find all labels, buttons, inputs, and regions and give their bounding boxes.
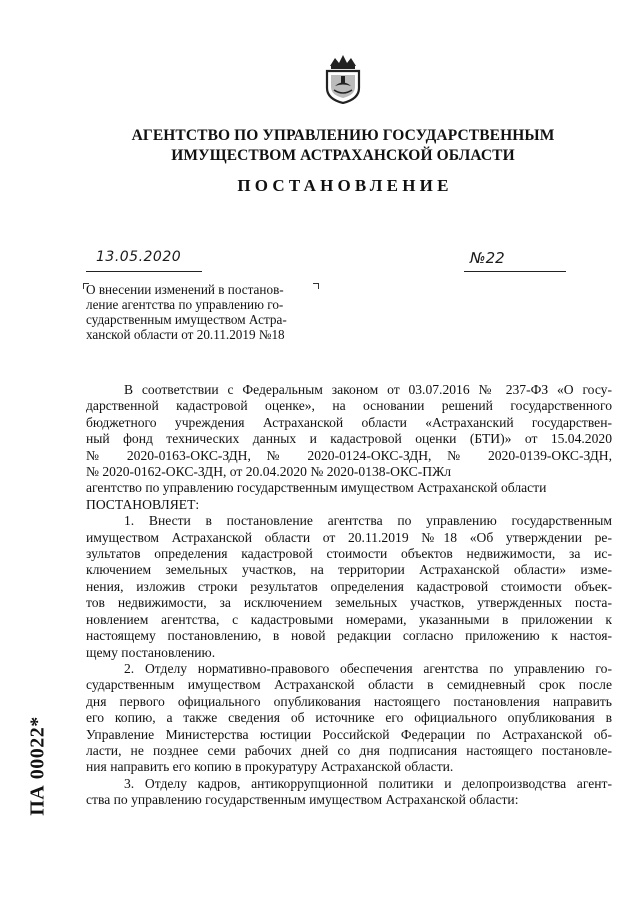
body-line: агентство по управлению государственным имуществом Астраханской области (86, 480, 547, 496)
date-field (86, 249, 202, 272)
body-line: ПОСТАНОВЛЯЕТ: (86, 496, 200, 512)
body-line: ласти, не позднее семи рабочих дней со дня подписания настоящего постановле- (86, 742, 612, 758)
number-field (464, 249, 566, 272)
body-line: 1. Внести в постановление агентства по управлению государственным (124, 513, 612, 529)
subject-block (86, 282, 316, 342)
registration-stamp (12, 706, 64, 826)
subject-line: ханской области от 20.11.2019 №18 (86, 327, 285, 342)
body-line: дарственной кадастровой оценке», на основании решений государственного (86, 398, 612, 414)
subject-line: сударственным имуществом Астра- (86, 312, 287, 327)
subject-line: ление агентства по управлению го- (86, 297, 284, 312)
body-line: ный фонд технических данных и кадастровой оценки (БТИ)» от 15.04.2020 (86, 431, 612, 447)
body-line: 3. Отделу кадров, антикоррупционной политики и делопроизводства агент- (124, 775, 612, 791)
body-line: бюджетного учреждения Астраханской области «Астраханский государствен- (86, 414, 612, 430)
body-line: дня первого официального опубликования настоящего постановления направить (86, 693, 612, 709)
body-line: его копию, а также сведения об источнике его официального опубликования в (86, 710, 612, 726)
handwritten-date: 13.05.2020 (96, 249, 182, 265)
coat-of-arms-icon (322, 52, 364, 104)
body-line: новлением агентства, с кадастровыми номерами, указанными в приложении к (86, 611, 612, 627)
agency-name-line-2: ИМУЩЕСТВОМ АСТРАХАНСКОЙ ОБЛАСТИ (171, 147, 515, 164)
subject-line: О внесении изменений в постанов- (86, 282, 284, 297)
registration-stamp-text: ПА 00022* (26, 716, 49, 816)
body-line: нения, изложив строки результатов определения кадастровой стоимости объек- (86, 578, 612, 594)
body-line: Управление Министерства юстиции Российской Федерации по Астраханской об- (86, 726, 612, 742)
body-line: № 2020-0163-ОКС-ЗДН, № 2020-0124-ОКС-ЗДН, № 2020-0139-ОКС-ЗДН, (86, 447, 612, 463)
body-line: щему постановлению. (86, 644, 216, 660)
handwritten-number: №22 (470, 249, 505, 267)
body-line: зультатов определения кадастровой стоимости объектов недвижимости, за ис- (86, 546, 612, 562)
body-line: сударственным имуществом Астраханской области в семидневный срок после (86, 677, 612, 693)
body-line: 2. Отделу нормативно-правового обеспечения агентства по управлению го- (124, 660, 612, 676)
body-line: тов недвижимости, за исключением земельных участков, утвержденных поста- (86, 595, 612, 611)
body-line: имуществом Астраханской области от 20.11.2019 №18 «Об утверждении ре- (86, 529, 612, 545)
document-body (86, 382, 612, 809)
body-line: В соответствии с Федеральным законом от 03.07.2016 № 237-ФЗ «О госу- (124, 382, 612, 397)
body-line: ключением земельных участков, на территории Астраханской области» изме- (86, 562, 612, 578)
body-line: настоящему постановлению, в новой редакции согласно приложению к настоя- (86, 628, 612, 644)
document-type-title: ПОСТАНОВЛЕНИЕ (237, 176, 453, 195)
body-line: № 2020-0162-ОКС-ЗДН, от 20.04.2020 № 2020-0138-ОКС-ПЖл (86, 464, 452, 480)
body-line: ства по управлению государственным имуществом Астраханской области: (86, 792, 519, 808)
agency-name-line-1: АГЕНТСТВО ПО УПРАВЛЕНИЮ ГОСУДАРСТВЕННЫМ (131, 127, 555, 144)
agency-name (100, 126, 586, 166)
body-line: ния направить его копию в прокуратуру Астраханской области. (86, 759, 454, 775)
